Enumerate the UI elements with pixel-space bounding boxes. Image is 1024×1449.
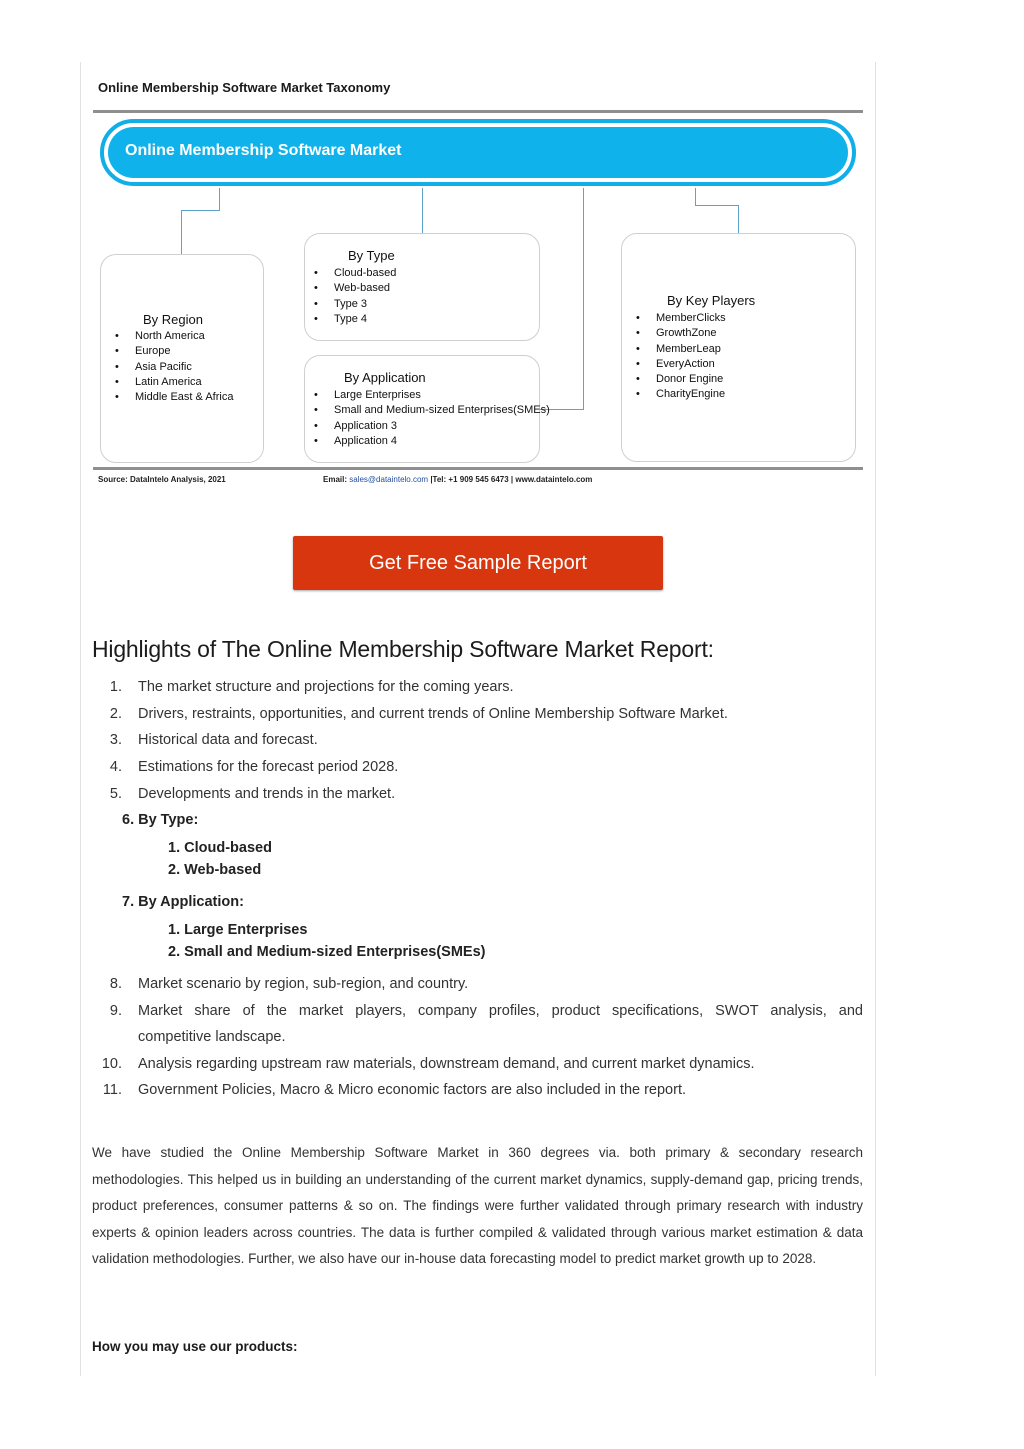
- highlights-heading: Highlights of The Online Membership Software Market Report:: [92, 636, 714, 662]
- by-application-label: 7. By Application:: [122, 894, 244, 910]
- by-application-title: By Application: [344, 370, 426, 385]
- by-application-item: 2. Small and Medium-sized Enterprises(SMEs): [168, 944, 486, 960]
- by-region-box: [100, 254, 264, 463]
- page-border-left: [80, 62, 81, 1376]
- list-item: • Asia Pacific: [115, 360, 233, 375]
- by-region-list: [115, 329, 233, 405]
- connector-application: [540, 188, 584, 410]
- taxonomy-title: Online Membership Software Market Taxonomy: [98, 80, 391, 95]
- taxonomy-bottom-rule: [93, 467, 863, 470]
- taxonomy-top-rule: [93, 110, 863, 113]
- connector-players: [695, 188, 739, 206]
- how-to-use-heading: How you may use our products:: [92, 1339, 298, 1354]
- list-item: • Europe: [115, 344, 233, 359]
- by-type-item: 2. Web-based: [168, 862, 262, 878]
- list-item: • Donor Engine: [636, 372, 726, 387]
- list-item: • Application 4: [314, 434, 550, 449]
- list-item: • Type 4: [314, 312, 396, 327]
- list-item: • Cloud-based: [314, 266, 396, 281]
- connector-type: [422, 188, 423, 233]
- list-item: • Middle East & Africa: [115, 390, 233, 405]
- list-item: • CharityEngine: [636, 387, 726, 402]
- by-key-players-title: By Key Players: [667, 293, 756, 308]
- connector-region: [181, 188, 220, 211]
- get-free-sample-button[interactable]: Get Free Sample Report: [293, 536, 663, 590]
- connector-players-drop: [738, 205, 739, 233]
- connector-region-drop: [181, 210, 182, 254]
- list-item: • Type 3: [314, 297, 396, 312]
- by-type-title: By Type: [348, 248, 395, 263]
- list-item: • North America: [115, 329, 233, 344]
- by-application-list: [314, 388, 550, 449]
- by-application-item: 1. Large Enterprises: [168, 922, 308, 938]
- research-paragraph: We have studied the Online Membership Software Market in 360 degrees via. both primary & secondary research methodologies. This helped us in building an understanding of the current market dynamics, supply-demand gap, pricing trends, product preferences, consumer patterns & so on. The findings were further validated through primary research with industry experts & opinion leaders across countries. The data is further compiled & validated through various market estimation & data validation methodologies. Further, we also have our in-house data forecasting model to predict market growth up to 2028.: [92, 1145, 863, 1266]
- by-region-title: By Region: [143, 312, 203, 327]
- by-type-label: 6. By Type:: [122, 812, 199, 828]
- list-item: • GrowthZone: [636, 326, 726, 341]
- list-item: • Large Enterprises: [314, 388, 550, 403]
- list-item: • MemberClicks: [636, 311, 726, 326]
- list-item: • Latin America: [115, 375, 233, 390]
- contact-email[interactable]: sales@dataintelo.com: [349, 475, 429, 484]
- market-label: Online Membership Software Market: [125, 142, 402, 159]
- list-item: • EveryAction: [636, 357, 726, 372]
- contact-line: [323, 475, 592, 484]
- contact-details: |Tel: +1 909 545 6473 | www.dataintelo.com: [430, 475, 593, 484]
- by-type-item: 1. Cloud-based: [168, 840, 272, 856]
- by-application-box: [304, 355, 550, 463]
- contact-label: Email:: [323, 475, 348, 484]
- page-border-right: [875, 62, 876, 1376]
- by-type-list: [314, 266, 396, 327]
- source-note: Source: DataIntelo Analysis, 2021: [98, 475, 226, 484]
- by-key-players-box: [621, 233, 856, 462]
- list-item: • MemberLeap: [636, 342, 726, 357]
- by-type-box: [304, 233, 540, 341]
- by-key-players-list: [636, 311, 726, 403]
- list-item: • Application 3: [314, 419, 550, 434]
- list-item: • Small and Medium-sized Enterprises(SMEs): [314, 403, 550, 418]
- list-item: • Web-based: [314, 281, 396, 296]
